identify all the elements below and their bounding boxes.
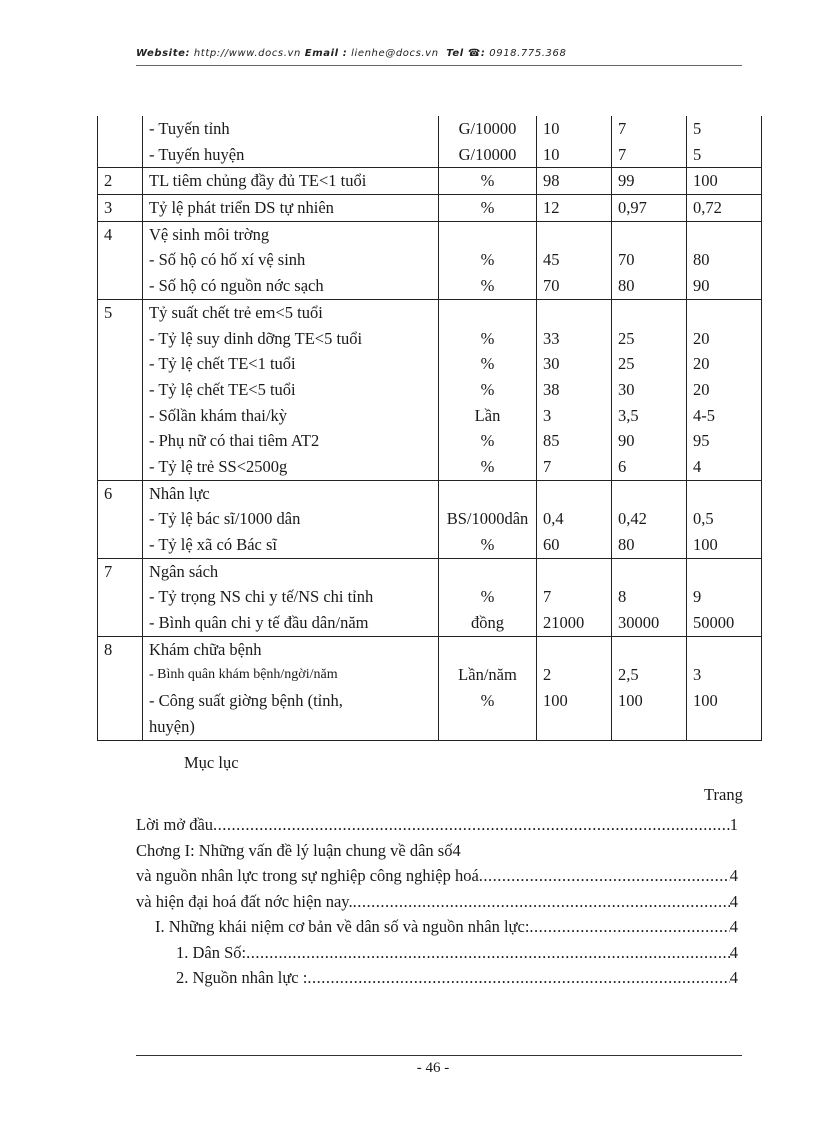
unit-cell: BS/1000dân %	[439, 480, 537, 558]
row-number: 7	[98, 558, 143, 636]
row-number: 4	[98, 221, 143, 299]
indicator-label: Nhân lực - Tỷ lệ bác sĩ/1000 dân - Tỷ lệ xã có Bác sĩ	[143, 480, 439, 558]
indicators-table	[97, 116, 762, 741]
value-cell: 12	[537, 195, 612, 222]
value-cell: 3 100	[687, 636, 762, 740]
indicator-label: Khám chữa bệnh - Bình quân khám bệnh/ngời/năm - Công suất giờng bệnh (tỉnh, huyện)	[143, 636, 439, 740]
value-cell: 0,72	[687, 195, 762, 222]
toc-entry-page: 1	[729, 815, 738, 834]
toc-entry-text: 1. Dân Số:	[176, 943, 247, 962]
toc-entry-text: Lời mở đầu	[136, 815, 214, 834]
toc-entry-page: 4	[729, 968, 738, 987]
value-cell: 0,5 100	[687, 480, 762, 558]
row-number: 6	[98, 480, 143, 558]
value-cell: 25 25 30 3,5 90 6	[612, 299, 687, 480]
toc-entry[interactable]	[136, 892, 738, 912]
indicator-label: TL tiêm chủng đầy đủ TE<1 tuổi	[143, 168, 439, 195]
toc-entry-page: 4	[729, 866, 738, 885]
unit-cell: Lần/năm %	[439, 636, 537, 740]
page-number: - 46 -	[416, 1060, 450, 1076]
value-cell: 45 70	[537, 221, 612, 299]
value-cell: 10 10	[537, 116, 612, 168]
unit-cell: % % % Lần % %	[439, 299, 537, 480]
indicator-label: Tỷ lệ phát triển DS tự nhiên	[143, 195, 439, 222]
row-number: 3	[98, 195, 143, 222]
row-number: 5	[98, 299, 143, 480]
email-value[interactable]: lienhe@docs.vn	[351, 48, 439, 59]
indicator-label: Tỷ suất chết trẻ em<5 tuổi - Tỷ lệ suy dinh dỡng TE<5 tuổi - Tỷ lệ chết TE<1 tuổi - Tỷ lệ chết TE<5 tuổi - Sốlần khám thai/kỳ - Phụ nữ có thai tiêm AT2 - Tỷ lệ trẻ SS<2500g	[143, 299, 439, 480]
value-cell: 33 30 38 3 85 7	[537, 299, 612, 480]
table-row	[98, 168, 762, 195]
toc-leader	[307, 968, 729, 988]
toc-entry[interactable]	[176, 968, 738, 988]
toc-entry[interactable]	[155, 917, 738, 937]
table-row	[98, 558, 762, 636]
value-cell: 0,4 60	[537, 480, 612, 558]
unit-cell: G/10000 G/10000	[439, 116, 537, 168]
unit-cell: %	[439, 195, 537, 222]
value-cell: 5 5	[687, 116, 762, 168]
website-value[interactable]: http://www.docs.vn	[193, 48, 301, 59]
toc-entry-page: 4	[729, 917, 738, 936]
value-cell: 0,42 80	[612, 480, 687, 558]
toc-entry-page: 4	[729, 943, 738, 962]
value-cell: 80 90	[687, 221, 762, 299]
value-cell: 2,5 100	[612, 636, 687, 740]
value-cell: 2 100	[537, 636, 612, 740]
tel-label: Tel ☎:	[446, 48, 486, 59]
indicator-label: Ngân sách - Tỷ trọng NS chi y tế/NS chi tỉnh - Bình quân chi y tế đầu dân/năm	[143, 558, 439, 636]
toc-entry-text: Chơng I: Những vấn đề lý luận chung về dân số4	[136, 841, 461, 860]
toc-leader	[353, 892, 730, 912]
row-number: 2	[98, 168, 143, 195]
toc-entry[interactable]	[136, 815, 738, 835]
toc-entry[interactable]	[136, 866, 738, 886]
toc-title: Mục lục	[184, 753, 239, 772]
value-cell: 98	[537, 168, 612, 195]
indicator-label: Vệ sinh môi trờng - Số hộ có hố xí vệ sinh - Số hộ có nguồn nớc sạch	[143, 221, 439, 299]
toc-leader	[213, 815, 730, 835]
toc-page-header: Trang	[704, 785, 743, 804]
table-row	[98, 480, 762, 558]
table-row	[98, 195, 762, 222]
value-cell: 9 50000	[687, 558, 762, 636]
table-row	[98, 221, 762, 299]
value-cell: 100	[687, 168, 762, 195]
page-header	[136, 48, 742, 59]
toc-entry-page: 4	[729, 892, 738, 911]
value-cell: 99	[612, 168, 687, 195]
footer-divider	[136, 1055, 742, 1056]
value-cell: 7 21000	[537, 558, 612, 636]
row-number	[98, 116, 143, 168]
value-cell: 7 7	[612, 116, 687, 168]
row-number: 8	[98, 636, 143, 740]
website-label: Website:	[136, 48, 191, 59]
unit-cell: % đồng	[439, 558, 537, 636]
toc-entry[interactable]	[176, 943, 738, 963]
indicator-label: - Tuyến tỉnh - Tuyến huyện	[143, 116, 439, 168]
value-cell: 70 80	[612, 221, 687, 299]
unit-cell: % %	[439, 221, 537, 299]
toc-entry-text: 2. Nguồn nhân lực :	[176, 968, 308, 987]
table-row	[98, 116, 762, 168]
header-divider	[136, 65, 742, 66]
email-label: Email :	[304, 48, 348, 59]
toc-entry-text: I. Những khái niệm cơ bản về dân số và nguồn nhân lực:	[155, 917, 530, 936]
toc-leader	[529, 917, 729, 937]
toc-entry-text: và nguồn nhân lực trong sự nghiệp công nghiệp hoá	[136, 866, 479, 885]
tel-value: 0918.775.368	[489, 48, 567, 59]
table-row	[98, 636, 762, 740]
toc-leader	[246, 943, 730, 963]
value-cell: 8 30000	[612, 558, 687, 636]
toc-entry[interactable]	[136, 841, 738, 861]
unit-cell: %	[439, 168, 537, 195]
value-cell: 20 20 20 4-5 95 4	[687, 299, 762, 480]
toc-entry-text: và hiện đại hoá đất nớc hiện nay.	[136, 892, 353, 911]
value-cell: 0,97	[612, 195, 687, 222]
toc-leader	[479, 866, 730, 886]
table-row	[98, 299, 762, 480]
